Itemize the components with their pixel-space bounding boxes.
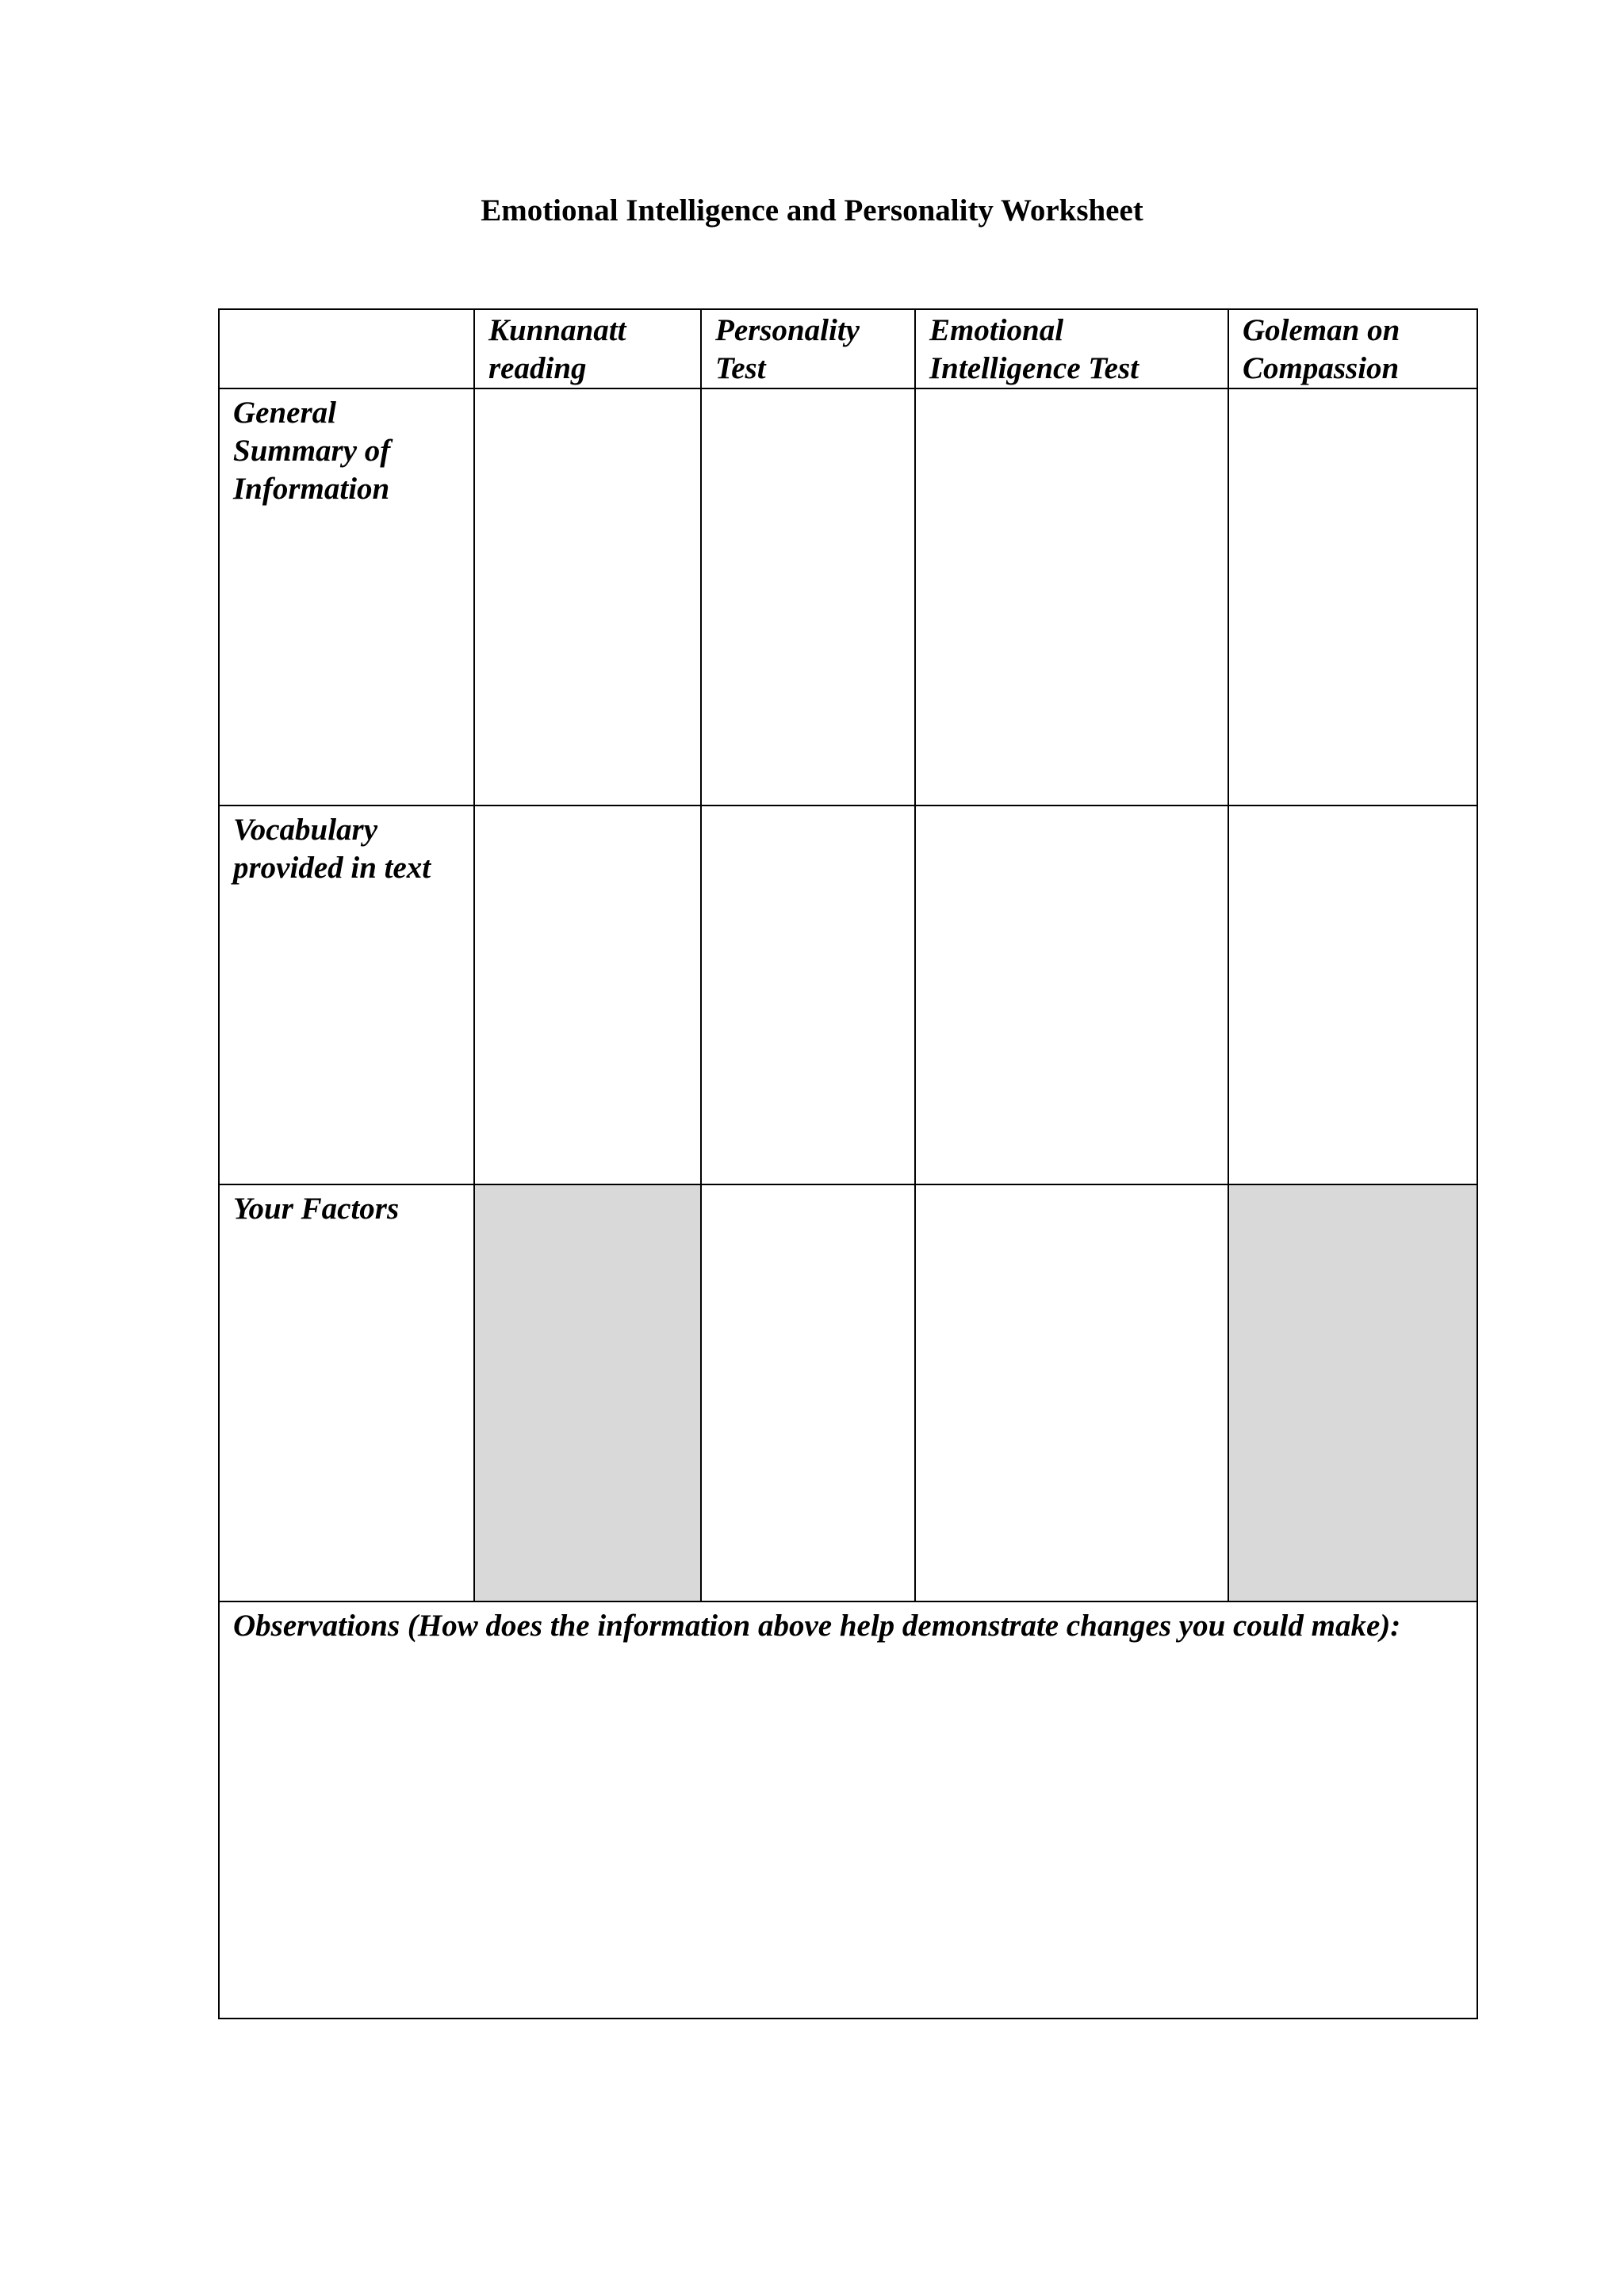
- answer-cell[interactable]: [701, 388, 915, 806]
- row-label-your-factors: Your Factors: [219, 1184, 474, 1601]
- answer-cell[interactable]: [915, 1184, 1228, 1601]
- answer-cell[interactable]: [1228, 388, 1477, 806]
- worksheet-table: [218, 308, 1478, 2019]
- row-label-vocabulary: Vocabulary provided in text: [219, 806, 474, 1184]
- column-header-personality-test: Personality Test: [701, 309, 915, 388]
- table-row-vocabulary: [219, 806, 1477, 1184]
- table-header-row: [219, 309, 1477, 388]
- page-title: Emotional Intelligence and Personality Worksheet: [481, 193, 1143, 228]
- column-header-emotional-intelligence-test: Emotional Intelligence Test: [915, 309, 1228, 388]
- header-corner-cell: [219, 309, 474, 388]
- answer-cell[interactable]: [474, 388, 701, 806]
- observations-cell[interactable]: [219, 1601, 1477, 2019]
- shaded-cell: [1228, 1184, 1477, 1601]
- table-row-your-factors: [219, 1184, 1477, 1601]
- answer-cell[interactable]: [915, 806, 1228, 1184]
- answer-cell[interactable]: [915, 388, 1228, 806]
- shaded-cell: [474, 1184, 701, 1601]
- answer-cell[interactable]: [701, 806, 915, 1184]
- column-header-kunnanatt-reading: Kunnanatt reading: [474, 309, 701, 388]
- answer-cell[interactable]: [1228, 806, 1477, 1184]
- observations-label: Observations (How does the information above help demonstrate changes you could make):: [233, 1609, 1401, 1643]
- column-header-goleman-on-compassion: Goleman on Compassion: [1228, 309, 1477, 388]
- answer-cell[interactable]: [701, 1184, 915, 1601]
- row-label-general-summary: General Summary of Information: [219, 388, 474, 806]
- table-row-general-summary: [219, 388, 1477, 806]
- table-row-observations: [219, 1601, 1477, 2019]
- answer-cell[interactable]: [474, 806, 701, 1184]
